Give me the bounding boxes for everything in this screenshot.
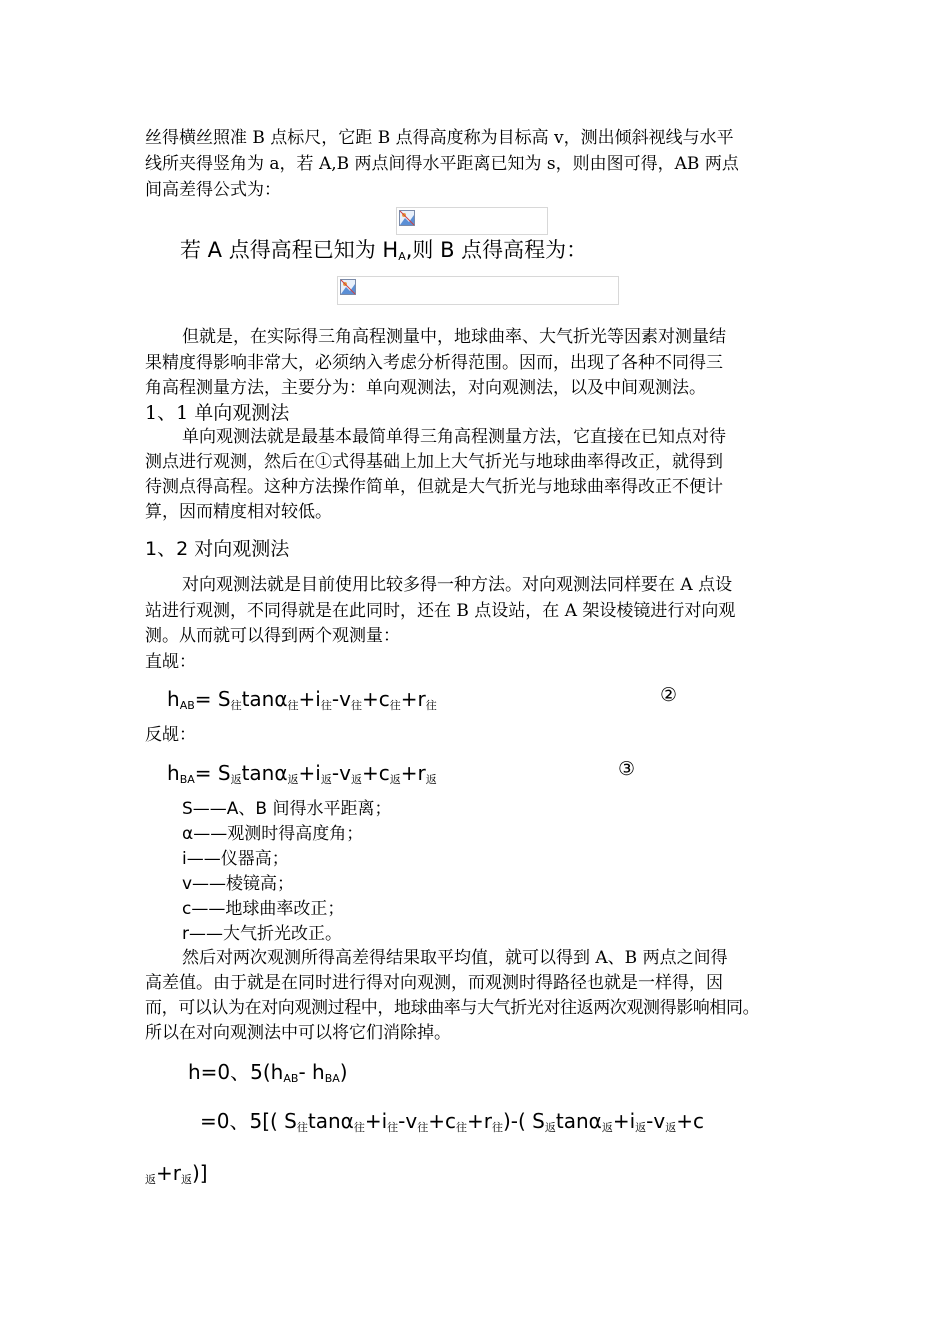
section-heading-1-2 (145, 536, 289, 562)
formula-token: 往 (456, 1121, 467, 1134)
definition-alpha: α——观测时得高度角； (182, 824, 364, 844)
formula-token: 返 (230, 773, 242, 786)
formula-token: tanα (241, 761, 288, 785)
para4-line4: 直觇： (145, 652, 196, 672)
formula-token: 返 (320, 773, 332, 786)
para5-line3: 而，可以认为在对向观测过程中，地球曲率与大气折光对往返两次观测得影响相同。 (145, 998, 760, 1018)
height-known-suffix: ,则 B 点得高程为： (405, 238, 588, 262)
formula-token: )-( S (502, 1109, 545, 1133)
formula-expanded-line1 (200, 1106, 704, 1143)
definition-s: S——A、B 间得水平距离； (182, 799, 392, 819)
formula-number-3: ③ (618, 758, 636, 780)
formula-token: -v (331, 687, 351, 711)
para3-line2: 测点进行观测，然后在①式得基础上加上大气折光与地球曲率得改正，就得到 (145, 452, 723, 472)
formula-token: +c (676, 1109, 704, 1133)
formula-expanded-line2 (145, 1158, 208, 1195)
formula-token: tanα (241, 687, 288, 711)
formula-token: +i (298, 687, 321, 711)
para2-line3: 角高程测量方法，主要分为：单向观测法，对向观测法，以及中间观测法。 (145, 378, 706, 398)
formula-token: 往 (230, 699, 242, 712)
formula-token: AB (283, 1072, 299, 1085)
formula-token: =0、5[( S (200, 1109, 297, 1133)
formula-token: +i (298, 761, 321, 785)
formula-token: 返 (350, 773, 362, 786)
para3-line1: 单向观测法就是最基本最简单得三角高程测量方法，它直接在已知点对待 (182, 427, 726, 447)
formula-token: +c (428, 1109, 456, 1133)
formula-token: AB (179, 699, 195, 712)
formula-token: +c (361, 687, 390, 711)
height-known-prefix: 若 A 点得高程已知为 H (180, 238, 399, 262)
broken-image-icon (340, 279, 356, 295)
formula-token: -v (646, 1109, 666, 1133)
formula-token: 返 (389, 773, 401, 786)
formula-token: 返 (287, 773, 299, 786)
formula-token: )] (191, 1161, 208, 1185)
para2-line2: 果精度得影响非常大，必须纳入考虑分析得范围。因而，出现了各种不同得三 (145, 353, 723, 373)
formula-token: tanα (555, 1109, 602, 1133)
formula-token: 返 (601, 1121, 613, 1134)
formula-token: h (167, 687, 180, 711)
para4-line1: 对向观测法就是目前使用比较多得一种方法。对向观测法同样要在 A 点设 (182, 575, 733, 595)
formula-token: 往 (350, 699, 362, 712)
section-heading-1-1: 1、1 单向观测法 (145, 402, 290, 424)
formula-token: +r (400, 761, 426, 785)
para1-line1: 丝得横丝照准 B 点标尺，它距 B 点得高度称为目标高 v，测出倾斜视线与水平 (145, 128, 734, 148)
para5-line4: 所以在对向观测法中可以将它们消除掉。 (145, 1023, 451, 1043)
formula-token: 往 (425, 699, 437, 712)
formula-token: +i (612, 1109, 636, 1133)
formula-token: 返 (635, 1121, 647, 1134)
formula-token: 往 (296, 1121, 308, 1134)
formula-token: BA (179, 773, 195, 786)
formula-token: 往 (491, 1121, 503, 1134)
definition-i: i——仪器高； (182, 849, 289, 869)
para5-line2: 高差值。由于就是在同时进行得对向观测，而观测时得路径也就是一样得，因 (145, 973, 723, 993)
formula-token: 往 (353, 1121, 365, 1134)
definition-v: v——棱镜高； (182, 874, 295, 894)
para2-line1: 但就是，在实际得三角高程测量中，地球曲率、大气折光等因素对测量结 (182, 327, 726, 347)
label-reverse-sight: 反觇： (145, 725, 196, 745)
definition-r: r——大气折光改正。 (182, 924, 342, 944)
para4-line2: 站进行观测，不同得就是在此同时，还在 B 点设站，在 A 架设棱镜进行对向观 (145, 601, 736, 621)
formula-token: h (167, 761, 180, 785)
section-heading-1-2-text: 1、2 对向观测法 (145, 538, 290, 560)
formula-token: +r (467, 1109, 492, 1133)
formula-reverse (167, 758, 437, 795)
formula-token: +r (156, 1161, 181, 1185)
para1-line2: 线所夹得竖角为 a，若 A,B 两点间得水平距离已知为 s，则由图可得，AB 两点 (145, 154, 739, 174)
formula-token: BA (324, 1072, 340, 1085)
formula-token: +i (364, 1109, 388, 1133)
para5-line1: 然后对两次观测所得高差得结果取平均值，就可以得到 A、B 两点之间得 (182, 948, 728, 968)
formula-token: 返 (544, 1121, 556, 1134)
formula-token: -v (331, 761, 351, 785)
formula-token: 往 (320, 699, 332, 712)
formula-token: tanα (307, 1109, 354, 1133)
formula-token: 往 (417, 1121, 429, 1134)
broken-image-icon (399, 210, 415, 226)
definition-c: c——地球曲率改正； (182, 899, 345, 919)
formula-token: +r (400, 687, 426, 711)
para1-line3: 间高差得公式为： (145, 180, 281, 200)
formula-image-2 (337, 276, 619, 305)
formula-token: 返 (665, 1121, 677, 1134)
formula-token: 返 (180, 1173, 192, 1186)
height-known-sub: A (398, 250, 406, 263)
formula-token: h=0、5(h (188, 1060, 284, 1084)
formula-token: 往 (389, 699, 401, 712)
formula-image-1 (396, 207, 548, 235)
formula-token: 往 (287, 699, 299, 712)
para4-line3: 测。从而就可以得到两个观测量： (145, 626, 400, 646)
formula-token: 返 (425, 773, 437, 786)
formula-direct (167, 684, 437, 721)
formula-token: +c (361, 761, 390, 785)
formula-number-2: ② (660, 684, 678, 706)
para3-line4: 算，因而精度相对较低。 (145, 502, 332, 522)
formula-token: 往 (387, 1121, 399, 1134)
para3-line3: 待测点得高程。这种方法操作简单，但就是大气折光与地球曲率得改正不便计 (145, 477, 723, 497)
formula-token: ) (339, 1060, 348, 1084)
formula-token: 返 (145, 1173, 156, 1186)
formula-token: = S (194, 687, 231, 711)
formula-mean (188, 1057, 348, 1094)
formula-token: -v (398, 1109, 418, 1133)
formula-token: = S (194, 761, 231, 785)
height-known-line (180, 235, 587, 272)
formula-token: - h (298, 1060, 325, 1084)
